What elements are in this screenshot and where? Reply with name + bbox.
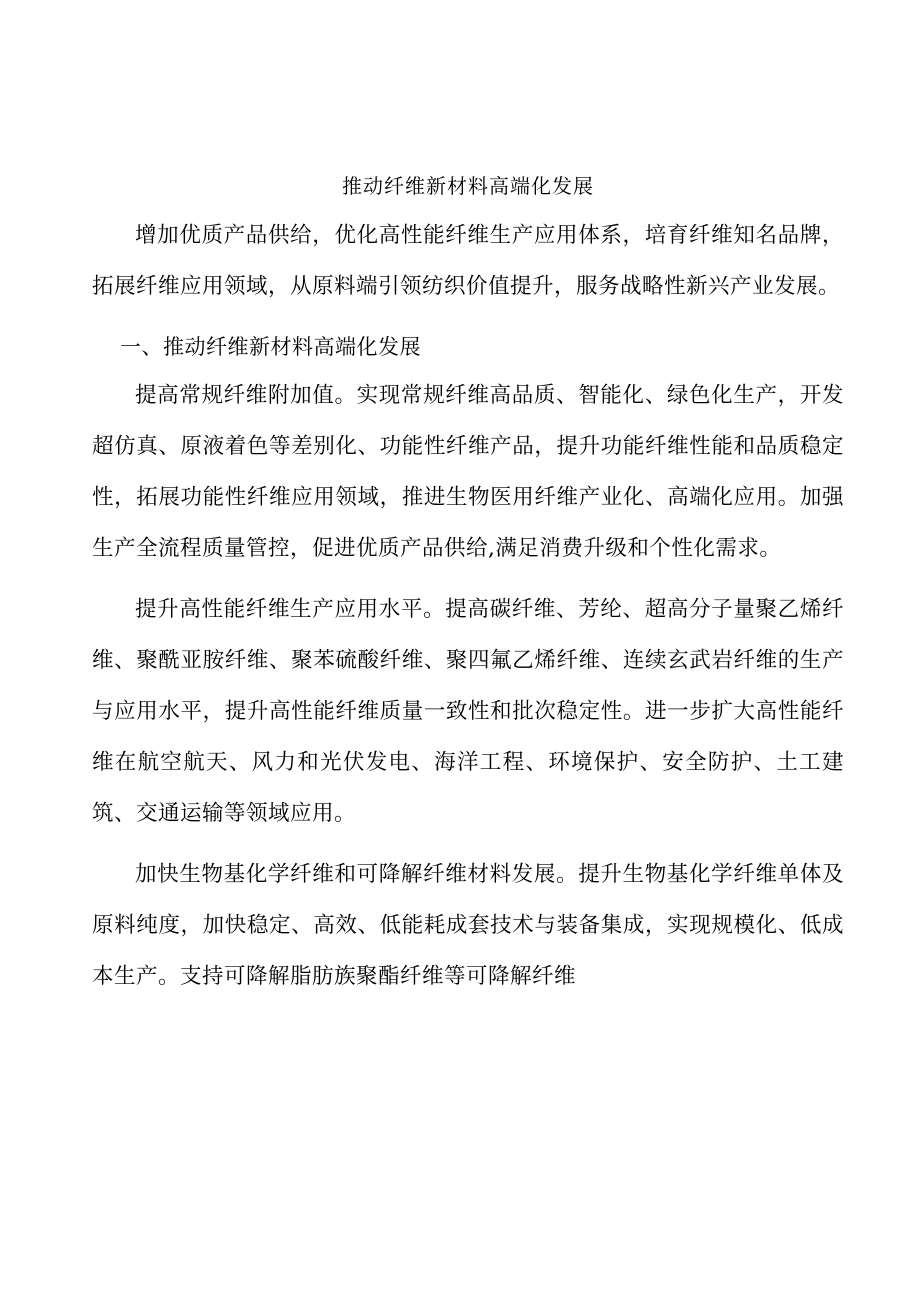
document-page bbox=[92, 168, 844, 1002]
body-paragraph-2: 提升高性能纤维生产应用水平。提高碳纤维、芳纶、超高分子量聚乙烯纤维、聚酰亚胺纤维、聚苯硫酸纤维、聚四氟乙烯纤维、连续玄武岩纤维的生产与应用水平，提升高性能纤维质量一致性和批次稳定性。进一步扩大高性能纤维在航空航天、风力和光伏发电、海洋工程、环境保护、安全防护、土工建筑、交通运输等领域应用。 bbox=[92, 597, 844, 826]
document-title: 推动纤维新材料高端化发展 bbox=[342, 174, 594, 198]
section-heading: 一、推动纤维新材料高端化发展 bbox=[120, 335, 421, 359]
body-paragraph-3: 加快生物基化学纤维和可降解纤维材料发展。提升生物基化学纤维单体及原料纯度，加快稳定、高效、低能耗成套技术与装备集成，实现规模化、低成本生产。支持可降解脂肪族聚酯纤维等可降解纤维 bbox=[92, 862, 844, 989]
body-paragraph-1: 提高常规纤维附加值。实现常规纤维高品质、智能化、绿色化生产，开发超仿真、原液着色等差别化、功能性纤维产品，提升功能纤维性能和品质稳定性，拓展功能性纤维应用领域，推进生物医用纤维产业化、高端化应用。加强生产全流程质量管控，促进优质产品供给,满足消费升级和个性化需求。 bbox=[92, 383, 844, 561]
intro-paragraph: 增加优质产品供给，优化高性能纤维生产应用体系，培育纤维知名品牌，拓展纤维应用领域，从原料端引领纺织价值提升，服务战略性新兴产业发展。 bbox=[92, 223, 844, 299]
